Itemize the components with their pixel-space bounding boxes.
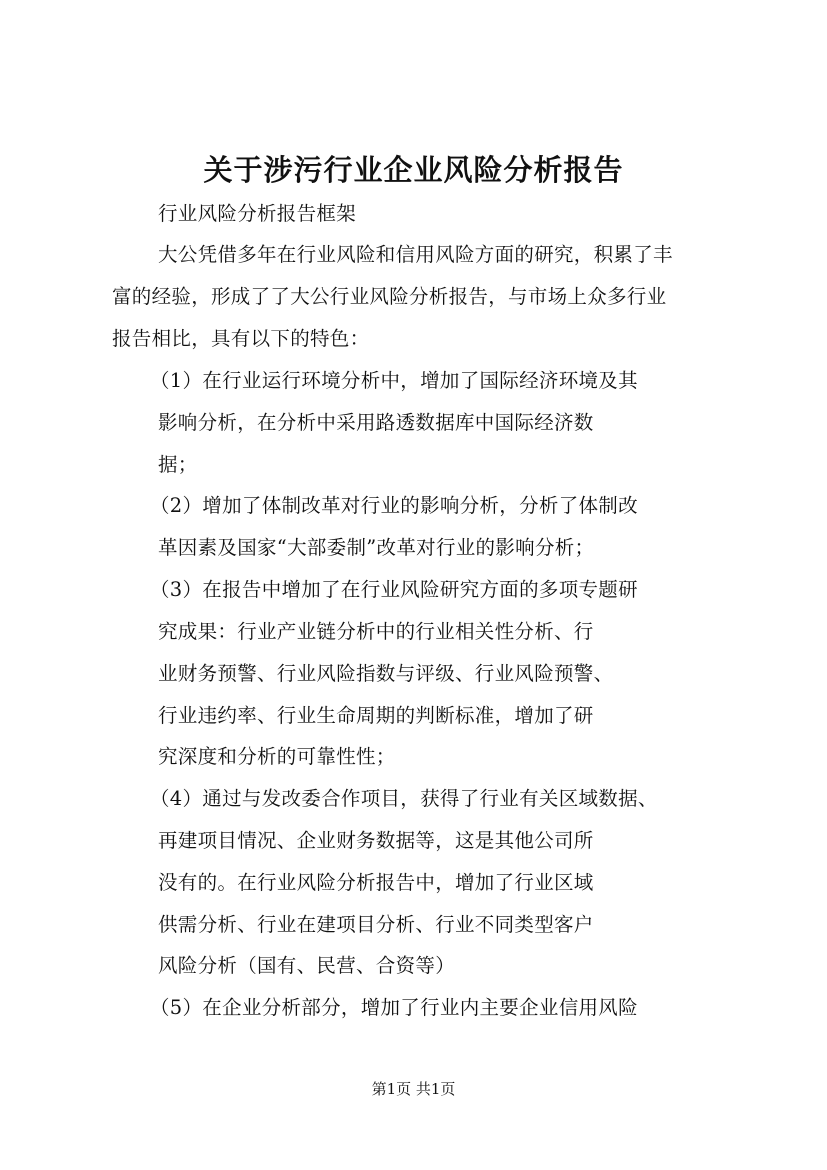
page-footer: 第1页 共1页	[371, 1080, 456, 1098]
list-item-line: 究成果：行业产业链分析中的行业相关性分析、行	[158, 620, 594, 643]
paragraph-line: 报告相比，具有以下的特色：	[112, 327, 370, 350]
list-item-line: （2）增加了体制改革对行业的影响分析，分析了体制改	[150, 494, 638, 517]
list-item-line: 革因素及国家“大部委制”改革对行业的影响分析；	[158, 536, 595, 559]
document-title: 关于涉污行业企业风险分析报告	[203, 153, 624, 187]
list-item-line: 据；	[158, 453, 198, 476]
list-item-line: 风险分析（国有、民营、合资等）	[158, 954, 456, 977]
list-item-line: （1）在行业运行环境分析中，增加了国际经济环境及其	[150, 369, 638, 392]
paragraph-line: 富的经验，形成了了大公行业风险分析报告，与市场上众多行业	[112, 285, 667, 308]
list-item-line: 再建项目情况、企业财务数据等，这是其他公司所	[158, 829, 594, 852]
paragraph-line: 大公凭借多年在行业风险和信用风险方面的研究，积累了丰	[158, 243, 673, 266]
section-heading: 行业风险分析报告框架	[158, 202, 357, 225]
list-item-line: 供需分析、行业在建项目分析、行业不同类型客户	[158, 913, 594, 936]
list-item-line: （5）在企业分析部分，增加了行业内主要企业信用风险	[150, 996, 638, 1019]
list-item-line: 业财务预警、行业风险指数与评级、行业风险预警、	[158, 662, 614, 685]
list-item-line: 行业违约率、行业生命周期的判断标准，增加了研	[158, 704, 594, 727]
list-item-line: （4）通过与发改委合作项目，获得了行业有关区域数据、	[150, 787, 658, 810]
list-item-line: 没有的。在行业风险分析报告中，增加了行业区域	[158, 871, 594, 894]
list-item-line: （3）在报告中增加了在行业风险研究方面的多项专题研	[150, 578, 638, 601]
list-item-line: 究深度和分析的可靠性性；	[158, 745, 396, 768]
list-item-line: 影响分析，在分析中采用路透数据库中国际经济数	[158, 411, 594, 434]
